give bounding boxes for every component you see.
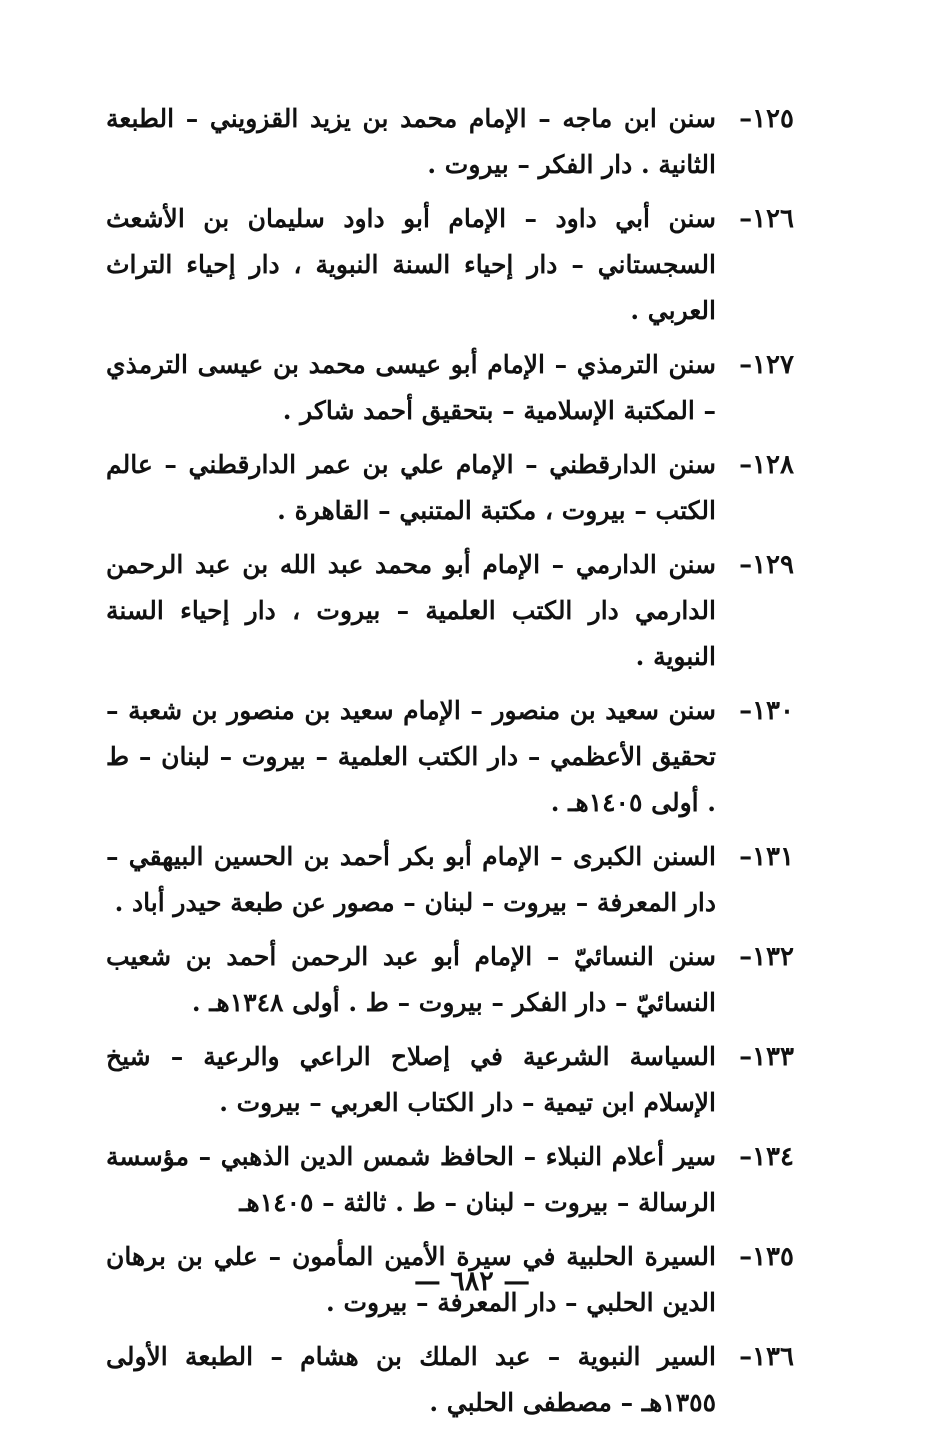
entry-number: ١٢٥– bbox=[739, 104, 794, 134]
entry-text: سنن ابن ماجه – الإمام محمد بن يزيد القزويني – الطبعة الثانية . دار الفكر – بيروت . bbox=[106, 104, 716, 179]
bibliography-entry bbox=[106, 1134, 794, 1226]
entry-text: سير أعلام النبلاء – الحافظ شمس الدين الذهبي – مؤسسة الرسالة – بيروت – لبنان – ط . ثالثة – ١٤٠٥هـ bbox=[106, 1142, 716, 1217]
entry-number: ١٢٦– bbox=[739, 204, 794, 234]
entry-text: سنن الدارقطني – الإمام علي بن عمر الدارقطني – عالم الكتب – بيروت ، مكتبة المتنبي – القاهرة . bbox=[106, 450, 716, 525]
bibliography-entry bbox=[106, 688, 794, 826]
entry-text: السير النبوية – عبد الملك بن هشام – الطبعة الأولى ١٣٥٥هـ – مصطفى الحلبي . bbox=[106, 1342, 716, 1417]
entry-text: السنن الكبرى – الإمام أبو بكر أحمد بن الحسين البيهقي – دار المعرفة – بيروت – لبنان – مصور عن طبعة حيدر أباد . bbox=[106, 842, 716, 917]
entry-text: السيرة الحلبية في سيرة الأمين المأمون – علي بن برهان الدين الحلبي – دار المعرفة – بيروت . bbox=[106, 1242, 716, 1317]
entry-number: ١٣٥– bbox=[739, 1242, 794, 1272]
bibliography-entry bbox=[106, 542, 794, 680]
entry-number: ١٣٠– bbox=[739, 696, 794, 726]
bibliography-entry bbox=[106, 1034, 794, 1126]
entry-number: ١٣١– bbox=[739, 842, 794, 872]
entry-number: ١٣٢– bbox=[739, 942, 794, 972]
entry-text: سنن أبي داود – الإمام أبو داود سليمان بن الأشعث السجستاني – دار إحياء السنة النبوية ، دار إحياء التراث العربي . bbox=[106, 204, 716, 325]
bibliography-entry bbox=[106, 934, 794, 1026]
entry-text: السياسة الشرعية في إصلاح الراعي والرعية – شيخ الإسلام ابن تيمية – دار الكتاب العربي – بيروت . bbox=[106, 1042, 716, 1117]
bibliography-entry bbox=[106, 96, 794, 188]
entry-text: سنن سعيد بن منصور – الإمام سعيد بن منصور بن شعبة – تحقيق الأعظمي – دار الكتب العلمية – بيروت – لبنان – ط . أولى ١٤٠٥هـ . bbox=[106, 696, 716, 817]
bibliography-entry bbox=[106, 342, 794, 434]
entry-text: سنن الدارمي – الإمام أبو محمد عبد الله بن عبد الرحمن الدارمي دار الكتب العلمية – بيروت ، دار إحياء السنة النبوية . bbox=[106, 550, 716, 671]
entry-number: ١٣٦– bbox=[739, 1342, 794, 1372]
entry-text: سنن الترمذي – الإمام أبو عيسى محمد بن عيسى الترمذي – المكتبة الإسلامية – بتحقيق أحمد شاكر . bbox=[106, 350, 716, 425]
bibliography-entry bbox=[106, 196, 794, 334]
entry-number: ١٢٧– bbox=[739, 350, 794, 380]
entry-text: سنن النسائيّ – الإمام أبو عبد الرحمن أحمد بن شعيب النسائيّ – دار الفكر – بيروت – ط . أولى ١٣٤٨هـ . bbox=[106, 942, 716, 1017]
bibliography-entry bbox=[106, 834, 794, 926]
bibliography-entry bbox=[106, 442, 794, 534]
entry-number: ١٢٨– bbox=[739, 450, 794, 480]
entry-number: ١٣٣– bbox=[739, 1042, 794, 1072]
bibliography-entry bbox=[106, 1334, 794, 1426]
entry-number: ١٢٩– bbox=[739, 550, 794, 580]
page-number: — ٦٨٢ — bbox=[413, 1266, 531, 1297]
bibliography-list bbox=[106, 96, 794, 1434]
entry-number: ١٣٤– bbox=[739, 1142, 794, 1172]
